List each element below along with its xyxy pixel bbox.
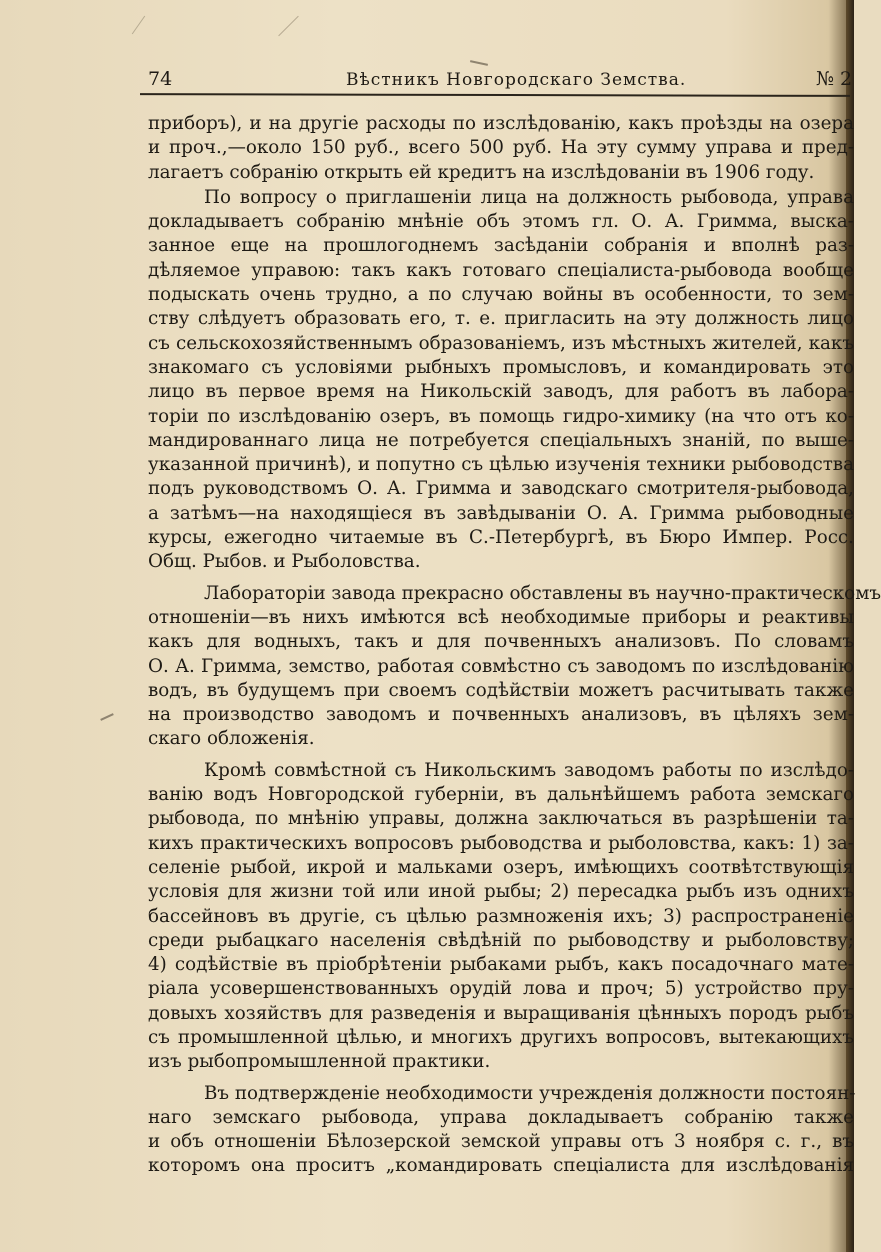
text-line: знакомаго съ условіями рыбныхъ промысловъ, и командировать это bbox=[148, 356, 854, 378]
text-line: отношеніи—въ нихъ имѣются всѣ необходимые приборы и реактивы bbox=[148, 606, 854, 628]
paper-scratch bbox=[132, 16, 145, 35]
text-line: на производство заводомъ и почвенныхъ анализовъ, въ цѣляхъ зем- bbox=[148, 704, 854, 726]
text-line: лицо въ первое время на Никольскій заводъ, для работъ въ лабора- bbox=[148, 381, 854, 403]
text-line: мандированнаго лица не потребуется спеціальныхъ знаній, по выше- bbox=[148, 429, 854, 451]
text-line: среди рыбацкаго населенія свѣдѣній по рыбоводству и рыболовству; bbox=[148, 929, 854, 951]
paragraph-2 bbox=[148, 186, 868, 575]
text-line: рыбовода, по мнѣнію управы, должна заключаться въ разрѣшеніи та- bbox=[148, 808, 854, 830]
text-line: дѣляемое управою: такъ какъ готоваго спеціалиста-рыбовода вообще bbox=[148, 259, 854, 281]
issue-number: № 2 bbox=[816, 68, 853, 90]
text-line: а затѣмъ—на находящіеся въ завѣдываніи О. А. Гримма рыбоводные bbox=[148, 502, 854, 524]
page-number: 74 bbox=[148, 68, 173, 90]
text-line: О. А. Гримма, земство, работая совмѣстно съ заводомъ по изслѣдованію bbox=[148, 655, 854, 677]
page-header bbox=[148, 64, 853, 94]
text-line: указанной причинѣ), и попутно съ цѣлью изученія техники рыбоводства bbox=[148, 454, 854, 476]
text-line: подыскать очень трудно, а по случаю войны въ особенности, то зем- bbox=[148, 284, 854, 306]
text-line: торіи по изслѣдованію озеръ, въ помощь гидро-химику (на что отъ ко- bbox=[148, 405, 854, 427]
text-line: скаго обложенія. bbox=[148, 728, 315, 750]
text-line: съ промышленной цѣлью, и многихъ другихъ вопросовъ, вытекающихъ bbox=[148, 1026, 854, 1048]
text-line: докладываетъ собранію мнѣніе объ этомъ гл. О. А. Гримма, выска- bbox=[148, 211, 854, 233]
text-line: какъ для водныхъ, такъ и для почвенныхъ анализовъ. По словамъ bbox=[148, 631, 854, 653]
text-line: ванію водъ Новгородской губерніи, въ дальнѣйшемъ работа земскаго bbox=[148, 784, 854, 806]
text-line: курсы, ежегодно читаемые въ С.-Петербургѣ, въ Бюро Импер. Росс. bbox=[148, 527, 854, 549]
text-line: селеніе рыбой, икрой и мальками озеръ, имѣющихъ соотвѣтствующія bbox=[148, 856, 854, 878]
text-line: лагаетъ собранію открыть ей кредитъ на изслѣдованіи въ 1906 году. bbox=[148, 161, 815, 183]
text-line: наго земскаго рыбовода, управа докладываетъ собранію также bbox=[148, 1106, 854, 1128]
text-line: Кромѣ совмѣстной съ Никольскимъ заводомъ работы по изслѣдо- bbox=[204, 759, 854, 781]
text-line: ству слѣдуетъ образовать его, т. е. пригласить на эту должность лицо bbox=[148, 308, 854, 330]
text-line: ріала усовершенствованныхъ орудій лова и проч; 5) устройство пру- bbox=[148, 978, 854, 1000]
text-line: По вопросу о приглашеніи лица на должность рыбовода, управа bbox=[204, 186, 854, 208]
text-line: бассейновъ въ другіе, съ цѣлью размноженія ихъ; 3) распространеніе bbox=[148, 905, 854, 927]
text-line: приборъ), и на другіе расходы по изслѣдованію, какъ проѣзды на озера bbox=[148, 113, 854, 134]
text-line: Въ подтвержденіе необходимости учрежденія должности постоян- bbox=[204, 1082, 856, 1104]
text-line: и объ отношеніи Бѣлозерской земской управы отъ 3 ноября с. г., въ bbox=[148, 1131, 854, 1153]
text-line: 4) содѣйствіе въ пріобрѣтеніи рыбаками рыбъ, какъ посадочнаго мате- bbox=[148, 954, 854, 976]
text-line: занное еще на прошлогоднемъ засѣданіи собранія и вполнѣ раз- bbox=[148, 235, 854, 257]
text-line: и проч.,—около 150 руб., всего 500 руб. На эту сумму управа и пред- bbox=[148, 137, 854, 159]
article-body bbox=[148, 112, 881, 1177]
text-line: которомъ она проситъ „командировать спеціалиста для изслѣдованія bbox=[148, 1155, 854, 1177]
ink-speck bbox=[100, 713, 114, 721]
text-line: Общ. Рыбов. и Рыболовства. bbox=[148, 551, 421, 573]
running-title: Вѣстникъ Новгородскаго Земства. bbox=[346, 70, 687, 90]
paper-scratch bbox=[278, 16, 299, 37]
text-line: изъ рыбопромышленной практики. bbox=[148, 1051, 491, 1073]
text-line: довыхъ хозяйствъ для разведенія и выращиванія цѣнныхъ породъ рыбъ bbox=[148, 1002, 854, 1024]
text-line: водъ, въ будущемъ при своемъ содѣйствіи можетъ расчитывать также bbox=[148, 679, 854, 701]
text-line: кихъ практическихъ вопросовъ рыбоводства и рыболовства, какъ: 1) за- bbox=[148, 832, 854, 854]
text-line: условія для жизни той или иной рыбы; 2) пересадка рыбъ изъ однихъ bbox=[148, 881, 854, 903]
paragraph-5 bbox=[148, 1082, 868, 1179]
paragraph-4 bbox=[148, 759, 868, 1075]
paragraph-3 bbox=[148, 582, 881, 752]
text-line: съ сельскохозяйственнымъ образованіемъ, изъ мѣстныхъ жителей, какъ bbox=[148, 332, 854, 354]
text-line: Лабораторіи завода прекрасно обставлены въ научно-практическомъ bbox=[204, 582, 881, 604]
text-line: подъ руководствомъ О. А. Гримма и заводскаго смотрителя-рыбовода, bbox=[148, 478, 854, 500]
paragraph-1 bbox=[148, 112, 868, 185]
